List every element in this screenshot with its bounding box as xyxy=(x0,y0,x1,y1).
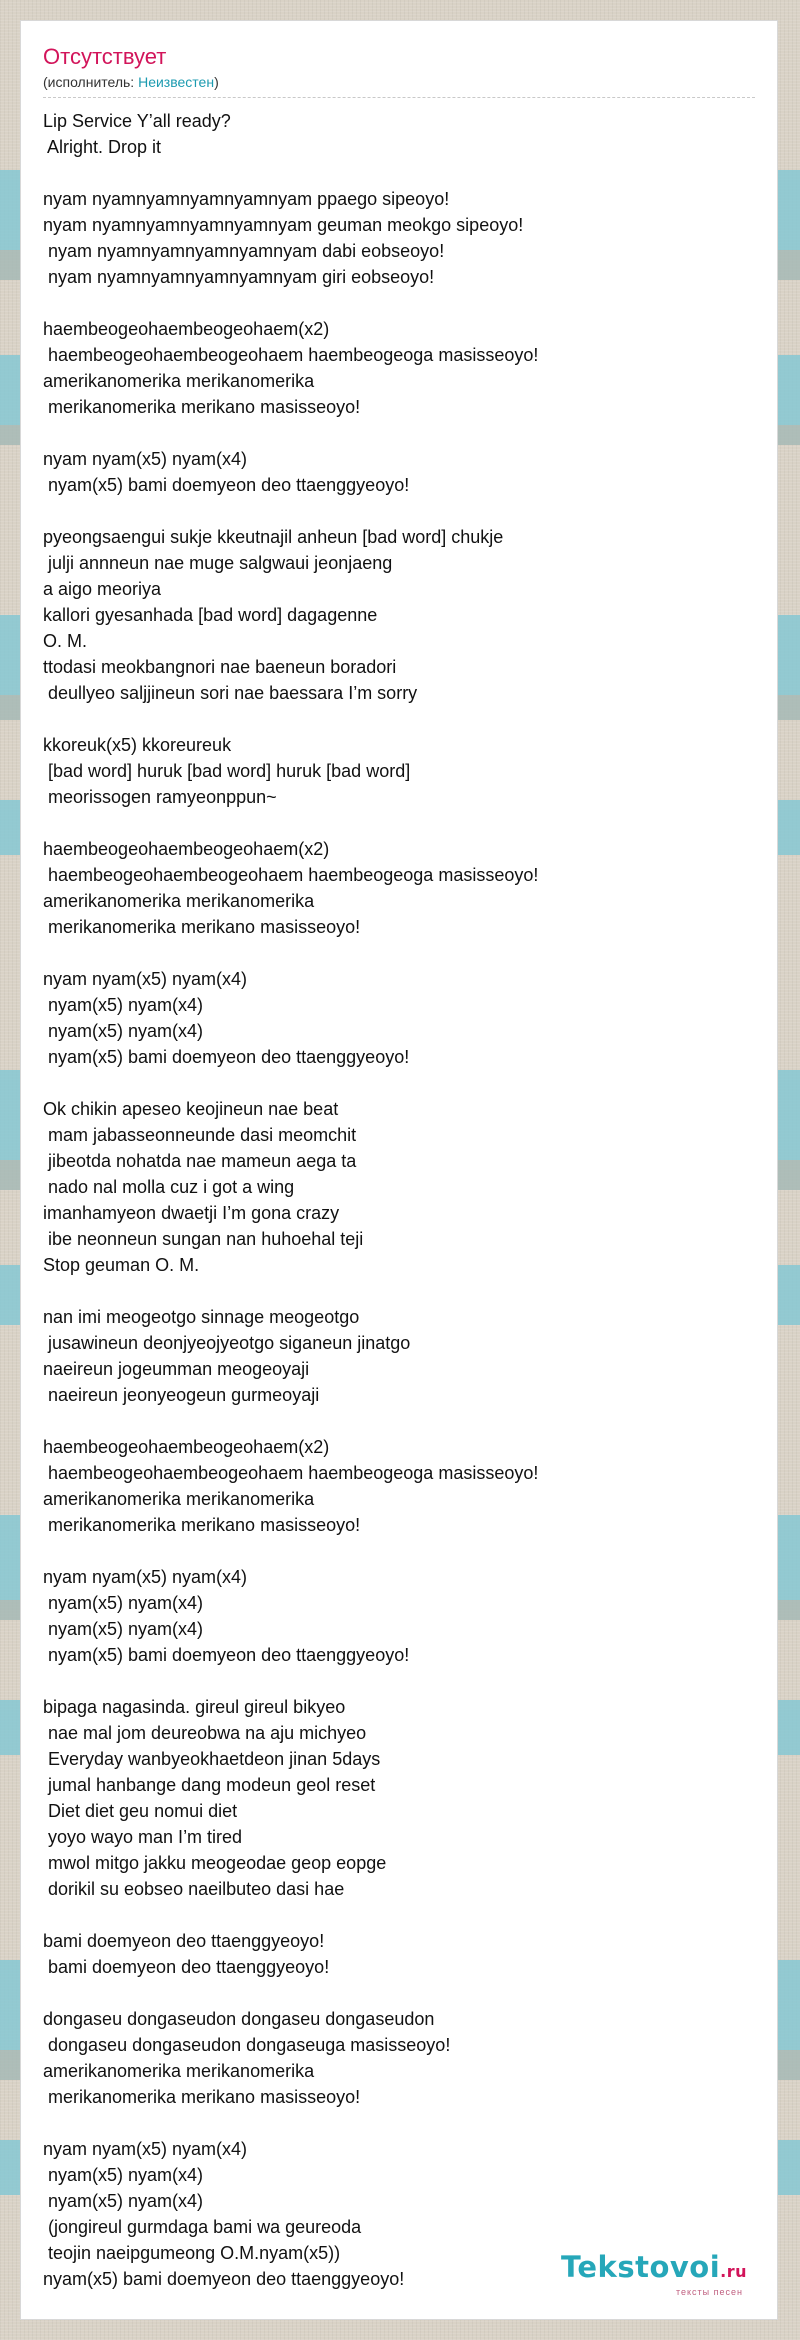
lyric-line: dorikil su eobseo naeilbuteo dasi hae xyxy=(43,1879,345,1899)
artist-line xyxy=(43,73,755,98)
lyric-line: haembeogeohaembeogeohaem haembeogeoga masisseoyo! xyxy=(43,345,539,365)
lyric-line: merikanomerika merikano masisseoyo! xyxy=(43,397,361,417)
lyric-line: mwol mitgo jakku meogeodae geop eopge xyxy=(43,1853,387,1873)
stanza-break xyxy=(43,1070,755,1096)
logo-domain: .ru xyxy=(720,2262,747,2281)
lyric-line: amerikanomerika merikanomerika xyxy=(43,1489,315,1509)
lyric-line: bami doemyeon deo ttaenggyeoyo! xyxy=(43,1957,330,1977)
stanza-break xyxy=(43,498,755,524)
stanza-break xyxy=(43,1538,755,1564)
lyric-line: nyam(x5) bami doemyeon deo ttaenggyeoyo! xyxy=(43,2269,405,2289)
lyric-line: nyam nyam(x5) nyam(x4) xyxy=(43,1567,248,1587)
stanza-break xyxy=(43,2110,755,2136)
lyric-line: nyam nyam(x5) nyam(x4) xyxy=(43,449,248,469)
logo-name: Tekstovoi xyxy=(560,2250,721,2284)
lyric-line: dongaseu dongaseudon dongaseuga masisseoyo! xyxy=(43,2035,451,2055)
lyric-line: nyam(x5) bami doemyeon deo ttaenggyeoyo! xyxy=(43,1645,410,1665)
lyric-line: kallori gyesanhada [bad word] dagagenne xyxy=(43,605,378,625)
lyric-line: kkoreuk(x5) kkoreureuk xyxy=(43,735,232,755)
stanza-break xyxy=(43,940,755,966)
lyrics-card xyxy=(20,20,778,2320)
lyric-line: haembeogeohaembeogeohaem haembeogeoga masisseoyo! xyxy=(43,1463,539,1483)
lyric-line: nyam nyamnyamnyamnyamnyam ppaego sipeoyo! xyxy=(43,189,450,209)
stanza-break xyxy=(43,1408,755,1434)
lyric-line: ttodasi meokbangnori nae baeneun boradori xyxy=(43,657,397,677)
stanza-break xyxy=(43,1668,755,1694)
lyric-line: nae mal jom deureobwa na aju michyeo xyxy=(43,1723,367,1743)
lyric-line: a aigo meoriya xyxy=(43,579,162,599)
lyric-line: haembeogeohaembeogeohaem(x2) xyxy=(43,1437,330,1457)
lyric-line: nyam(x5) nyam(x4) xyxy=(43,1021,204,1041)
lyric-line: jusawineun deonjyeojyeotgo siganeun jinatgo xyxy=(43,1333,411,1353)
lyric-line: jibeotda nohatda nae mameun aega ta xyxy=(43,1151,357,1171)
lyric-line: nyam(x5) nyam(x4) xyxy=(43,1593,204,1613)
lyric-line: nyam nyam(x5) nyam(x4) xyxy=(43,2139,248,2159)
lyric-line: Alright. Drop it xyxy=(43,137,162,157)
site-logo[interactable] xyxy=(561,2252,747,2297)
lyric-line: nyam nyamnyamnyamnyamnyam geuman meokgo sipeoyo! xyxy=(43,215,524,235)
stanza-break xyxy=(43,1902,755,1928)
lyric-line: [bad word] huruk [bad word] huruk [bad word] xyxy=(43,761,411,781)
lyrics-body xyxy=(43,108,755,2292)
lyric-line: nan imi meogeotgo sinnage meogeotgo xyxy=(43,1307,360,1327)
lyric-line: Lip Service Y’all ready? xyxy=(43,111,231,131)
lyric-line: deullyeo saljjineun sori nae baessara I’m sorry xyxy=(43,683,418,703)
lyric-line: amerikanomerika merikanomerika xyxy=(43,891,315,911)
stanza-break xyxy=(43,1278,755,1304)
lyric-line: julji annneun nae muge salgwaui jeonjaeng xyxy=(43,553,393,573)
lyric-line: Ok chikin apeseo keojineun nae beat xyxy=(43,1099,339,1119)
lyric-line: (jongireul gurmdaga bami wa geureoda xyxy=(43,2217,362,2237)
stanza-break xyxy=(43,160,755,186)
lyric-line: amerikanomerika merikanomerika xyxy=(43,2061,315,2081)
lyric-line: nyam nyamnyamnyamnyamnyam dabi eobseoyo! xyxy=(43,241,445,261)
lyric-line: nyam(x5) bami doemyeon deo ttaenggyeoyo! xyxy=(43,475,410,495)
lyric-line: nyam(x5) nyam(x4) xyxy=(43,2165,204,2185)
lyric-line: mam jabasseonneunde dasi meomchit xyxy=(43,1125,357,1145)
lyric-line: Everyday wanbyeokhaetdeon jinan 5days xyxy=(43,1749,381,1769)
lyric-line: yoyo wayo man I’m tired xyxy=(43,1827,243,1847)
lyric-line: Diet diet geu nomui diet xyxy=(43,1801,238,1821)
stanza-break xyxy=(43,810,755,836)
page-title: Отсутствует xyxy=(43,44,167,69)
lyric-line: Stop geuman O. M. xyxy=(43,1255,200,1275)
lyric-line: nyam nyam(x5) nyam(x4) xyxy=(43,969,248,989)
lyric-line: nyam(x5) nyam(x4) xyxy=(43,1619,204,1639)
lyric-line: amerikanomerika merikanomerika xyxy=(43,371,315,391)
lyric-line: ibe neonneun sungan nan huhoehal teji xyxy=(43,1229,364,1249)
lyric-line: naeireun jogeumman meogeoyaji xyxy=(43,1359,310,1379)
lyric-line: O. M. xyxy=(43,631,87,651)
lyric-line: nyam(x5) nyam(x4) xyxy=(43,2191,204,2211)
lyric-line: merikanomerika merikano masisseoyo! xyxy=(43,2087,361,2107)
lyric-line: jumal hanbange dang modeun geol reset xyxy=(43,1775,376,1795)
lyric-line: merikanomerika merikano masisseoyo! xyxy=(43,917,361,937)
lyric-line: merikanomerika merikano masisseoyo! xyxy=(43,1515,361,1535)
lyric-line: meorissogen ramyeonppun~ xyxy=(43,787,277,807)
logo-tagline: тексты песен xyxy=(675,2287,743,2297)
stanza-break xyxy=(43,290,755,316)
stanza-break xyxy=(43,420,755,446)
artist-link[interactable]: Неизвестен xyxy=(138,74,215,90)
lyric-line: haembeogeohaembeogeohaem(x2) xyxy=(43,839,330,859)
lyric-line: nyam nyamnyamnyamnyamnyam giri eobseoyo! xyxy=(43,267,435,287)
logo-wordmark xyxy=(561,2252,747,2287)
lyric-line: pyeongsaengui sukje kkeutnajil anheun [bad word] chukje xyxy=(43,527,504,547)
artist-suffix: ) xyxy=(214,74,219,90)
lyric-line: naeireun jeonyeogeun gurmeoyaji xyxy=(43,1385,320,1405)
stanza-break xyxy=(43,706,755,732)
lyric-line: nyam(x5) nyam(x4) xyxy=(43,995,204,1015)
lyric-line: imanhamyeon dwaetji I’m gona crazy xyxy=(43,1203,340,1223)
lyric-line: nado nal molla cuz i got a wing xyxy=(43,1177,295,1197)
lyric-line: teojin naeipgumeong O.M.nyam(x5)) xyxy=(43,2243,341,2263)
artist-prefix: (исполнитель: xyxy=(43,74,139,90)
lyric-line: haembeogeohaembeogeohaem(x2) xyxy=(43,319,330,339)
lyric-line: dongaseu dongaseudon dongaseu dongaseudon xyxy=(43,2009,435,2029)
lyric-line: nyam(x5) bami doemyeon deo ttaenggyeoyo! xyxy=(43,1047,410,1067)
lyric-line: bipaga nagasinda. gireul gireul bikyeo xyxy=(43,1697,346,1717)
lyric-line: haembeogeohaembeogeohaem haembeogeoga masisseoyo! xyxy=(43,865,539,885)
lyric-line: bami doemyeon deo ttaenggyeoyo! xyxy=(43,1931,325,1951)
stanza-break xyxy=(43,1980,755,2006)
